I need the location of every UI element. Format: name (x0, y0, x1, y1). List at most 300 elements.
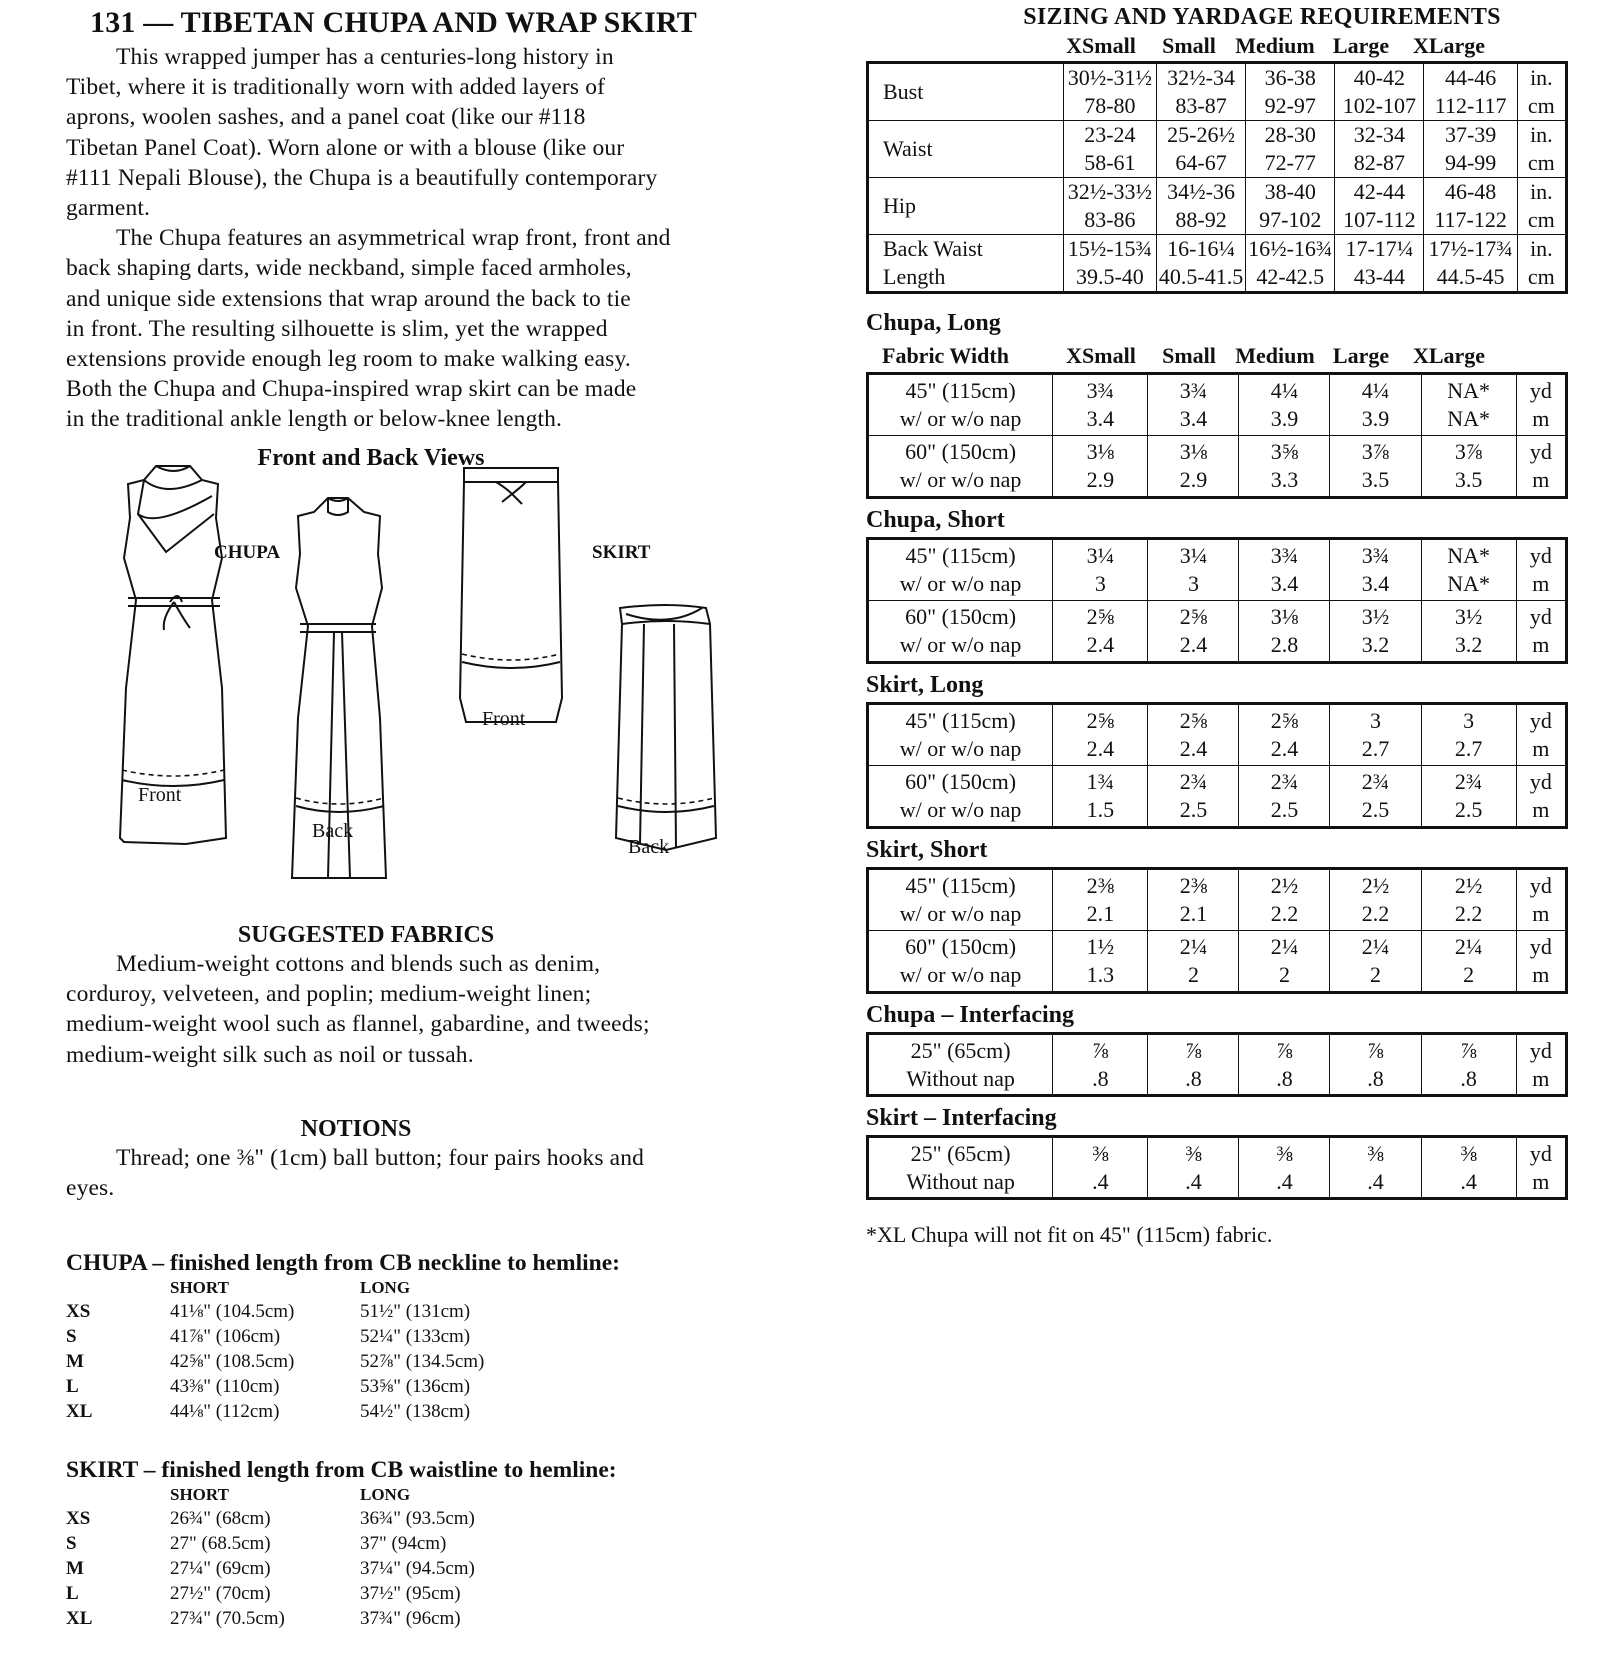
cm-value: 94-99 (1444, 150, 1497, 175)
cm-value: 117-122 (1434, 207, 1507, 232)
inch-value: 44-46 (1444, 65, 1497, 90)
yard-value: 2¼ (1179, 934, 1208, 959)
meter-value: 2.2 (1270, 901, 1299, 926)
meter-value: 2.7 (1361, 736, 1390, 761)
size-code: XL (66, 1400, 93, 1422)
inch-value: 16½-16¾ (1248, 236, 1333, 261)
unit-yd: yd (1529, 378, 1552, 403)
yard-value: ⅜ (1276, 1140, 1293, 1166)
unit-yd: yd (1529, 439, 1552, 464)
yard-value: ⅞ (1185, 1037, 1202, 1063)
features-line: back shaping darts, wide neckband, simple faced armholes, (66, 255, 632, 282)
inch-value: 17-17¼ (1345, 236, 1414, 261)
yardage-cell (1148, 704, 1239, 766)
yard-value: 3⅞ (1454, 439, 1483, 464)
yardage-cell (1239, 374, 1330, 436)
long-length: 36¾" (93.5cm) (360, 1507, 475, 1529)
yard-value: ⅞ (1276, 1037, 1293, 1063)
features-line: extensions provide enough leg room to make walking easy. (66, 346, 631, 373)
unit-cm: cm (1527, 93, 1555, 118)
yardage-cell (1330, 766, 1421, 828)
meter-value: .8 (1276, 1065, 1293, 1091)
yard-value: 2⅝ (1086, 604, 1115, 629)
meter-value: 2.4 (1179, 736, 1208, 761)
unit-cell (1517, 235, 1566, 293)
long-col-header: LONG (360, 1485, 411, 1504)
meter-value: 3.4 (1361, 571, 1390, 596)
yardage-cell (1148, 601, 1239, 663)
short-col-header: SHORT (170, 1485, 229, 1504)
yard-value: 3¼ (1086, 543, 1115, 568)
meter-value: 3.9 (1361, 406, 1390, 431)
cm-value: 102-107 (1342, 93, 1417, 118)
yardage-row (868, 931, 1567, 993)
unit-cell (1517, 63, 1566, 121)
yardage-cell (1330, 374, 1421, 436)
size-header: Large (1332, 343, 1390, 368)
intro-line: This wrapped jumper has a centuries-long history in (116, 44, 614, 70)
size-header: XLarge (1412, 343, 1486, 368)
size-header: XSmall (1066, 33, 1136, 58)
features-line: The Chupa features an asymmetrical wrap front, front and (116, 225, 671, 252)
measurement-cell (1063, 235, 1156, 293)
inch-value: 34½-36 (1167, 179, 1235, 204)
yard-value: 2¼ (1454, 934, 1483, 959)
fabric-label (868, 601, 1053, 663)
measurement-cell (1157, 235, 1246, 293)
features-line: in the traditional ankle length or below-knee length. (66, 406, 563, 433)
long-length: 52⅞" (134.5cm) (360, 1350, 485, 1372)
length-row (66, 1299, 484, 1324)
meter-value: 3.4 (1086, 406, 1115, 431)
unit-cell (1516, 766, 1566, 828)
body-measurements-table (866, 61, 1568, 294)
measurement-cell (1246, 235, 1335, 293)
size-code: L (66, 1375, 79, 1397)
yard-value: 3⅛ (1086, 439, 1115, 464)
long-length: 54½" (138cm) (360, 1400, 471, 1422)
label-line: w/ or w/o nap (899, 632, 1022, 657)
yardage-cell (1421, 539, 1516, 601)
meter-value: 2.5 (1361, 797, 1390, 822)
skirt-back-label: Back (628, 836, 670, 858)
measurement-cell (1063, 121, 1156, 178)
yard-value: 3 (1370, 708, 1381, 733)
meter-value: .8 (1185, 1065, 1202, 1091)
short-length: 42⅝" (108.5cm) (170, 1350, 295, 1372)
fabric-width-label: Fabric Width (882, 343, 1009, 368)
size-code: XS (66, 1300, 91, 1322)
cm-value: 58-61 (1084, 150, 1136, 175)
skirt-length-table (66, 1484, 475, 1631)
skirt-tag: SKIRT (592, 542, 651, 563)
length-row (66, 1374, 484, 1399)
inch-value: 38-40 (1264, 179, 1316, 204)
yard-value: 2½ (1454, 873, 1483, 898)
yard-value: 3⅛ (1270, 604, 1299, 629)
yard-value: 2¼ (1361, 934, 1390, 959)
inch-value: 42-44 (1353, 179, 1406, 204)
cm-value: 83-87 (1175, 93, 1227, 118)
skirt-front-label: Front (482, 708, 526, 730)
yardage-cell (1053, 869, 1148, 931)
size-code: M (66, 1350, 84, 1372)
meter-value: 2.4 (1179, 632, 1208, 657)
section-heading: Skirt, Short (866, 837, 988, 863)
measurement-cell (1246, 121, 1335, 178)
yardage-cell (1421, 766, 1516, 828)
label-line: 45" (115cm) (905, 708, 1016, 733)
garment-illustrations (66, 458, 766, 918)
measurement-cell (1157, 121, 1246, 178)
meter-value: 2.4 (1270, 736, 1299, 761)
yardage-table (866, 372, 1568, 499)
fabric-label (868, 1137, 1053, 1199)
meter-value: 1.5 (1086, 797, 1115, 822)
meter-value: 2.8 (1270, 632, 1299, 657)
cm-value: 64-67 (1175, 150, 1227, 175)
unit-cell (1516, 539, 1566, 601)
fabrics-text (66, 949, 766, 1070)
long-length: 52¼" (133cm) (360, 1325, 471, 1347)
footnote: *XL Chupa will not fit on 45" (115cm) fabric. (866, 1222, 1273, 1247)
yard-value: 2½ (1361, 873, 1390, 898)
length-row (66, 1349, 484, 1374)
yard-value: 3⅝ (1270, 439, 1299, 464)
measurement-cell (1424, 63, 1517, 121)
yardage-cell (1239, 1034, 1330, 1096)
meter-value: 2 (1370, 962, 1381, 987)
label-line: Bust (883, 79, 924, 104)
yard-value: ⅞ (1092, 1037, 1109, 1063)
intro-line: Tibetan Panel Coat). Worn alone or with a blouse (like our (66, 134, 625, 161)
features-line: Both the Chupa and Chupa-inspired wrap skirt can be made (66, 376, 637, 403)
inch-value: 16-16¼ (1167, 236, 1235, 261)
meter-value: 2.5 (1270, 797, 1299, 822)
yard-value: 2½ (1270, 873, 1299, 898)
views-heading: Front and Back Views (257, 444, 485, 471)
meter-value: 3.4 (1179, 406, 1208, 431)
measurement-row (868, 235, 1567, 293)
yardage-cell (1239, 931, 1330, 993)
fabrics-line: corduroy, velveteen, and poplin; medium-weight linen; (66, 981, 592, 1008)
label-line: 60" (150cm) (905, 604, 1017, 629)
measurement-cell (1424, 235, 1517, 293)
skirt-length-heading: SKIRT – finished length from CB waistline to hemline: (66, 1457, 617, 1483)
short-length: 27¾" (70.5cm) (170, 1607, 285, 1629)
right-column (866, 4, 1568, 1248)
label-line: w/ or w/o nap (899, 797, 1022, 822)
yard-value: 2¼ (1270, 934, 1299, 959)
size-code: M (66, 1557, 84, 1579)
measurement-label (868, 63, 1064, 121)
section-heading: Skirt, Long (866, 672, 984, 698)
unit-cell (1517, 178, 1566, 235)
fabrics-line: medium-weight silk such as noil or tussah. (66, 1041, 474, 1068)
section-heading: Chupa, Short (866, 507, 1005, 533)
unit-in: in. (1530, 179, 1553, 204)
label-line: Without nap (906, 1065, 1015, 1091)
yardage-cell (1239, 704, 1330, 766)
label-line: w/ or w/o nap (899, 736, 1022, 761)
yardage-cell (1053, 931, 1148, 993)
cm-value: 82-87 (1353, 150, 1406, 175)
yardage-table (866, 1135, 1568, 1200)
yard-value: 3½ (1454, 604, 1483, 629)
inch-value: 37-39 (1444, 122, 1497, 147)
cm-value: 78-80 (1084, 93, 1136, 118)
yardage-row (868, 704, 1567, 766)
inch-value: 25-26½ (1167, 122, 1235, 147)
yardage-cell (1421, 704, 1516, 766)
cm-value: 112-117 (1434, 93, 1507, 118)
meter-value: 2.5 (1179, 797, 1208, 822)
yard-value: 2⅝ (1179, 708, 1208, 733)
unit-yd: yd (1529, 1037, 1552, 1063)
yardage-table (866, 537, 1568, 664)
unit-yd: yd (1529, 934, 1552, 959)
yardage-cell (1148, 539, 1239, 601)
length-row (66, 1556, 475, 1581)
yardage-cell (1148, 1137, 1239, 1199)
measurement-cell (1246, 178, 1335, 235)
intro-line: garment. (66, 195, 151, 222)
notions-section (66, 1116, 766, 1203)
yardage-cell (1330, 869, 1421, 931)
meter-value: .4 (1367, 1168, 1384, 1194)
unit-yd: yd (1529, 769, 1552, 794)
unit-in: in. (1530, 65, 1553, 90)
yard-value: 2¾ (1361, 769, 1390, 794)
label-line: 45" (115cm) (905, 873, 1016, 898)
section-heading: Skirt – Interfacing (866, 1105, 1057, 1131)
yard-value: ⅜ (1092, 1140, 1109, 1166)
yard-value: ⅞ (1367, 1037, 1384, 1063)
unit-m: m (1532, 736, 1550, 761)
meter-value: 3 (1187, 571, 1199, 596)
yard-value: 1¾ (1086, 769, 1115, 794)
unit-yd: yd (1529, 543, 1552, 568)
meter-value: 2.4 (1086, 736, 1115, 761)
fabric-label (868, 704, 1053, 766)
measurement-cell (1063, 63, 1156, 121)
label-line: 45" (115cm) (905, 543, 1016, 568)
fabric-label (868, 931, 1053, 993)
yard-value: 2¾ (1179, 769, 1208, 794)
label-line: w/ or w/o nap (899, 406, 1022, 431)
size-header: Small (1162, 343, 1216, 368)
yard-value: 3¾ (1179, 378, 1208, 403)
meter-value: 3.9 (1270, 406, 1299, 431)
meter-value: 3.5 (1361, 467, 1390, 492)
yardage-cell (1053, 704, 1148, 766)
yard-value: 3¾ (1270, 543, 1299, 568)
yard-value: ⅜ (1185, 1140, 1202, 1166)
yard-value: 2¾ (1454, 769, 1483, 794)
notions-line: Thread; one ⅜" (1cm) ball button; four pairs hooks and (116, 1145, 645, 1171)
meter-value: .8 (1367, 1065, 1384, 1091)
yard-value: 2⅝ (1179, 604, 1208, 629)
chupa-front-label: Front (138, 784, 182, 806)
meter-value: 2 (1278, 962, 1290, 987)
chupa-length-table (66, 1277, 484, 1424)
size-header-row (866, 31, 1568, 61)
size-header: XLarge (1412, 33, 1486, 58)
label-line: 60" (150cm) (905, 439, 1017, 464)
cm-value: 43-44 (1353, 264, 1406, 289)
unit-m: m (1532, 571, 1550, 596)
yardage-cell (1421, 1137, 1516, 1199)
yardage-cell (1053, 766, 1148, 828)
cm-value: 42-42.5 (1256, 264, 1325, 289)
yardage-row (868, 869, 1567, 931)
fabrics-section (66, 922, 766, 1070)
short-length: 41⅞" (106cm) (170, 1325, 281, 1347)
yardage-cell (1053, 1137, 1148, 1199)
yardage-cell (1148, 1034, 1239, 1096)
unit-cell (1516, 374, 1566, 436)
fabric-label (868, 869, 1053, 931)
short-length: 27" (68.5cm) (170, 1532, 271, 1554)
size-header: Medium (1235, 33, 1315, 58)
notions-line: eyes. (66, 1175, 115, 1202)
unit-cell (1517, 121, 1566, 178)
meter-value: 3 (1094, 571, 1106, 596)
unit-in: in. (1530, 122, 1553, 147)
meter-value: 3.2 (1454, 632, 1483, 657)
length-row (66, 1506, 475, 1531)
measurement-label (868, 235, 1064, 293)
unit-yd: yd (1529, 1140, 1552, 1166)
meter-value: NA* (1447, 571, 1491, 596)
long-length: 37" (94cm) (360, 1532, 447, 1554)
unit-in: in. (1530, 236, 1553, 261)
yardage-cell (1330, 1137, 1421, 1199)
label-line: 25" (65cm) (910, 1140, 1011, 1166)
long-length: 37½" (95cm) (360, 1582, 461, 1604)
size-header: Large (1332, 33, 1390, 58)
yard-value: 3¾ (1361, 543, 1390, 568)
unit-yd: yd (1529, 873, 1552, 898)
notions-heading: NOTIONS (300, 1116, 412, 1142)
long-length: 37¼" (94.5cm) (360, 1557, 475, 1579)
unit-m: m (1532, 632, 1550, 657)
inch-value: 46-48 (1444, 179, 1497, 204)
yardage-cell (1421, 601, 1516, 663)
yardage-cell (1239, 869, 1330, 931)
yard-value: 3 (1463, 708, 1475, 733)
yard-value: 3¾ (1086, 378, 1115, 403)
unit-cell (1516, 601, 1566, 663)
inch-value: 40-42 (1353, 65, 1406, 90)
fabrics-heading: SUGGESTED FABRICS (237, 922, 495, 948)
meter-value: 2.2 (1361, 901, 1390, 926)
intro-line: aprons, woolen sashes, and a panel coat (like our #118 (66, 104, 586, 131)
unit-m: m (1532, 1065, 1550, 1091)
unit-m: m (1532, 406, 1550, 431)
yardage-cell (1330, 1034, 1421, 1096)
fabrics-line: Medium-weight cottons and blends such as denim, (116, 951, 601, 977)
yardage-cell (1148, 766, 1239, 828)
size-code: XS (66, 1507, 91, 1529)
length-row (66, 1531, 475, 1556)
yardage-cell (1148, 869, 1239, 931)
yardage-table (866, 867, 1568, 994)
label-line: w/ or w/o nap (899, 962, 1022, 987)
label-line: 60" (150cm) (905, 934, 1017, 959)
fabric-label (868, 1034, 1053, 1096)
yard-value: ⅜ (1367, 1140, 1384, 1166)
yard-value: 2⅝ (1086, 708, 1115, 733)
cm-value: 92-97 (1264, 93, 1316, 118)
meter-value: 2 (1187, 962, 1199, 987)
yardage-cell (1421, 869, 1516, 931)
yard-value: 2⅜ (1086, 873, 1115, 898)
unit-yd: yd (1529, 708, 1552, 733)
yard-value: ⅞ (1460, 1037, 1477, 1063)
measurement-cell (1157, 63, 1246, 121)
size-header: Small (1162, 33, 1216, 58)
inch-value: 32½-33½ (1067, 179, 1153, 204)
measurement-cell (1335, 235, 1424, 293)
yardage-cell (1421, 1034, 1516, 1096)
yardage-cell (1053, 539, 1148, 601)
cm-value: 88-92 (1175, 207, 1227, 232)
cm-value: 107-112 (1343, 207, 1416, 232)
long-col-header: LONG (360, 1278, 411, 1297)
yardage-cell (1053, 374, 1148, 436)
skirt-length-section (66, 1457, 766, 1631)
measurement-cell (1424, 178, 1517, 235)
inch-value: 23-24 (1084, 122, 1136, 147)
yardage-table (866, 1032, 1568, 1097)
meter-value: NA* (1447, 406, 1491, 431)
yardage-table (866, 702, 1568, 829)
yardage-cell (1330, 601, 1421, 663)
label-line: w/ or w/o nap (899, 901, 1022, 926)
label-line: 60" (150cm) (905, 769, 1017, 794)
meter-value: 2.1 (1179, 901, 1208, 926)
meter-value: .4 (1276, 1168, 1293, 1194)
unit-yd: yd (1529, 604, 1552, 629)
yard-value: 4¼ (1361, 378, 1390, 403)
yardage-cell (1148, 436, 1239, 498)
measurement-cell (1335, 178, 1424, 235)
unit-cm: cm (1527, 207, 1555, 232)
cm-value: 40.5-41.5 (1158, 264, 1244, 289)
label-line: Without nap (906, 1168, 1015, 1194)
yardage-cell (1053, 436, 1148, 498)
yardage-row (868, 539, 1567, 601)
short-length: 41⅛" (104.5cm) (170, 1300, 295, 1322)
label-line: Waist (883, 136, 933, 161)
fabric-size-header-row (866, 340, 1568, 372)
yard-value: 4¼ (1270, 378, 1299, 403)
yard-value: 2¾ (1270, 769, 1299, 794)
meter-value: 2.7 (1454, 736, 1483, 761)
chupa-length-heading: CHUPA – finished length from CB neckline to hemline: (66, 1250, 620, 1276)
measurement-label (868, 178, 1064, 235)
features-line: and unique side extensions that wrap around the back to tie (66, 285, 631, 312)
label-line: w/ or w/o nap (899, 467, 1022, 492)
inch-value: 32½-34 (1167, 65, 1235, 90)
chupa-back-label: Back (312, 820, 354, 842)
unit-m: m (1532, 901, 1550, 926)
meter-value: 3.5 (1454, 467, 1483, 492)
length-row (66, 1581, 475, 1606)
yardage-cell (1239, 436, 1330, 498)
meter-value: 1.3 (1086, 962, 1115, 987)
